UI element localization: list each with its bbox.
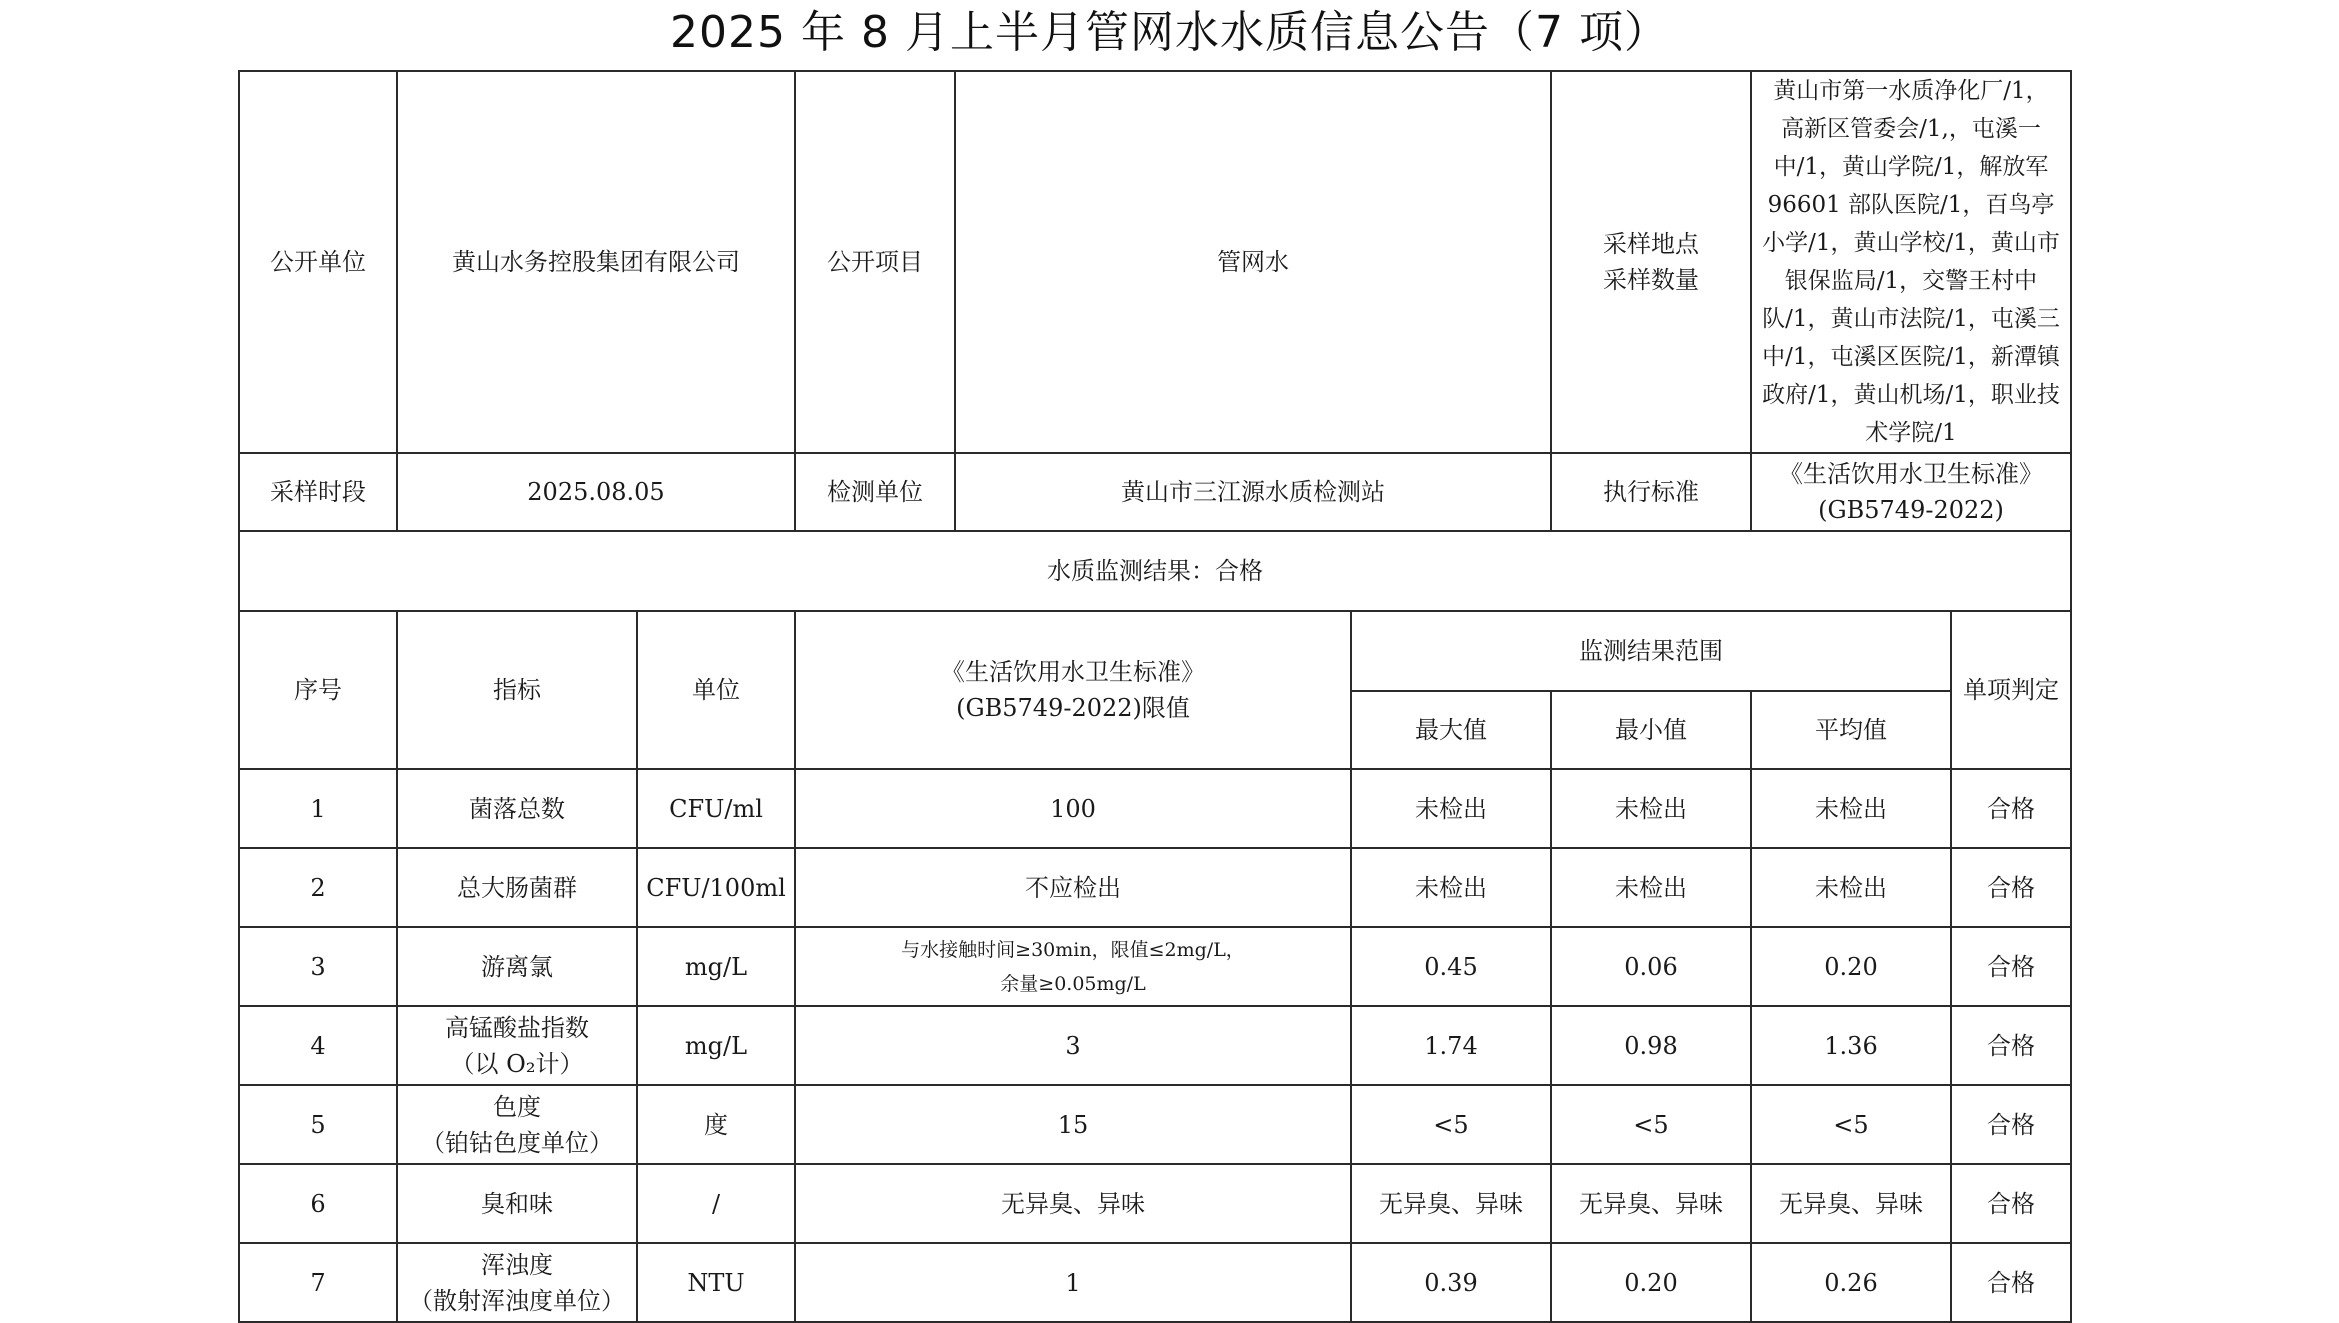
period-value: 2025.08.05 [397,453,795,531]
row-indicator-line-2: （铂钴色度单位） [421,1128,613,1157]
sites-label [1551,71,1751,453]
sites-value: 黄山市第一水质净化厂/1，高新区管委会/1,，屯溪一中/1，黄山学院/1，解放军 96601 部队医院/1，百鸟亭小学/1，黄山学校/1，黄山市银保监局/1，交警王村中队/1，黄山市法院/1，屯溪三中/1，屯溪区医院/1，新潭镇政府/1，黄山机场/1，职业技术学院/1 [1751,71,2071,453]
row-judgement: 合格 [1951,1243,2071,1322]
row-no: 7 [239,1243,397,1322]
row-no: 5 [239,1085,397,1164]
item-label: 公开项目 [795,71,955,453]
row-max: 0.45 [1351,927,1551,1006]
row-min: 0.98 [1551,1006,1751,1085]
row-indicator-line-1: 总大肠菌群 [457,873,577,902]
table-row [239,848,2071,927]
row-judgement: 合格 [1951,1164,2071,1243]
row-avg: 无异臭、异味 [1751,1164,1951,1243]
row-indicator-line-1: 浑浊度 [481,1250,553,1279]
row-indicator [397,927,637,1006]
row-indicator-line-1: 臭和味 [481,1189,553,1218]
row-judgement: 合格 [1951,1085,2071,1164]
row-no: 3 [239,927,397,1006]
row-indicator [397,848,637,927]
table-row [239,769,2071,848]
col-header-indicator: 指标 [397,611,637,769]
row-no: 4 [239,1006,397,1085]
row-indicator-line-1: 高锰酸盐指数 [445,1013,589,1042]
row-min: <5 [1551,1085,1751,1164]
row-indicator [397,1164,637,1243]
row-unit: / [637,1164,795,1243]
row-limit-line-1: 与水接触时间≥30min，限值≤2mg/L， [901,938,1245,961]
column-header-row-1 [239,611,2071,691]
row-min: 未检出 [1551,769,1751,848]
row-limit: 3 [795,1006,1351,1085]
row-limit: 不应检出 [795,848,1351,927]
col-header-max: 最大值 [1351,691,1551,769]
row-max: 未检出 [1351,769,1551,848]
row-unit: CFU/ml [637,769,795,848]
row-judgement: 合格 [1951,1006,2071,1085]
standard-value-line-1: 《生活饮用水卫生标准》 [1779,460,2043,488]
row-limit: 15 [795,1085,1351,1164]
header-row-period [239,453,2071,531]
row-max: 1.74 [1351,1006,1551,1085]
row-max: 无异臭、异味 [1351,1164,1551,1243]
table-row [239,1164,2071,1243]
row-avg: <5 [1751,1085,1951,1164]
table-row [239,1243,2071,1322]
row-judgement: 合格 [1951,848,2071,927]
page-title: 2025 年 8 月上半月管网水水质信息公告（7 项） [670,7,1669,58]
row-avg: 未检出 [1751,769,1951,848]
col-header-unit: 单位 [637,611,795,769]
row-indicator [397,769,637,848]
row-avg: 0.26 [1751,1243,1951,1322]
row-limit [795,927,1351,1006]
row-judgement: 合格 [1951,769,2071,848]
row-indicator-line-1: 色度 [493,1092,541,1121]
lab-value: 黄山市三江源水质检测站 [955,453,1551,531]
row-indicator-line-1: 菌落总数 [469,794,565,823]
table-row [239,1085,2071,1164]
row-unit: CFU/100ml [637,848,795,927]
col-header-min: 最小值 [1551,691,1751,769]
row-indicator-line-2: （以 O₂计） [450,1049,584,1078]
row-min: 0.06 [1551,927,1751,1006]
row-no: 2 [239,848,397,927]
row-indicator [397,1243,637,1322]
row-avg: 未检出 [1751,848,1951,927]
table-row [239,1006,2071,1085]
row-max: <5 [1351,1085,1551,1164]
col-header-avg: 平均值 [1751,691,1951,769]
row-min: 无异臭、异味 [1551,1164,1751,1243]
water-quality-table [238,70,2072,1323]
sites-label-line-1: 采样地点 [1603,230,1699,258]
row-unit: mg/L [637,1006,795,1085]
col-header-limit [795,611,1351,769]
standard-label: 执行标准 [1551,453,1751,531]
period-label: 采样时段 [239,453,397,531]
result-summary-row [239,531,2071,611]
row-indicator-line-2: （散射浑浊度单位） [409,1286,625,1315]
row-no: 6 [239,1164,397,1243]
row-no: 1 [239,769,397,848]
row-judgement: 合格 [1951,927,2071,1006]
row-unit: 度 [637,1085,795,1164]
row-limit: 1 [795,1243,1351,1322]
row-unit: NTU [637,1243,795,1322]
row-avg: 0.20 [1751,927,1951,1006]
row-unit: mg/L [637,927,795,1006]
unit-value: 黄山水务控股集团有限公司 [397,71,795,453]
standard-value [1751,453,2071,531]
col-header-limit-line-1: 《生活饮用水卫生标准》 [941,658,1205,686]
standard-value-line-2: (GB5749-2022) [1818,496,2004,524]
row-min: 0.20 [1551,1243,1751,1322]
result-summary: 水质监测结果：合格 [239,531,2071,611]
row-avg: 1.36 [1751,1006,1951,1085]
item-value: 管网水 [955,71,1551,453]
row-min: 未检出 [1551,848,1751,927]
col-header-limit-line-2: (GB5749-2022)限值 [956,694,1190,722]
row-indicator [397,1006,637,1085]
lab-label: 检测单位 [795,453,955,531]
row-limit-line-2: 余量≥0.05mg/L [1000,972,1146,995]
table-row [239,927,2071,1006]
row-indicator-line-1: 游离氯 [481,952,553,981]
header-row-unit [239,71,2071,453]
unit-label: 公开单位 [239,71,397,453]
col-header-range: 监测结果范围 [1351,611,1951,691]
col-header-judgement: 单项判定 [1951,611,2071,769]
row-max: 未检出 [1351,848,1551,927]
row-indicator [397,1085,637,1164]
row-limit: 100 [795,769,1351,848]
col-header-no: 序号 [239,611,397,769]
row-max: 0.39 [1351,1243,1551,1322]
row-limit: 无异臭、异味 [795,1164,1351,1243]
sites-label-line-2: 采样数量 [1603,266,1699,294]
